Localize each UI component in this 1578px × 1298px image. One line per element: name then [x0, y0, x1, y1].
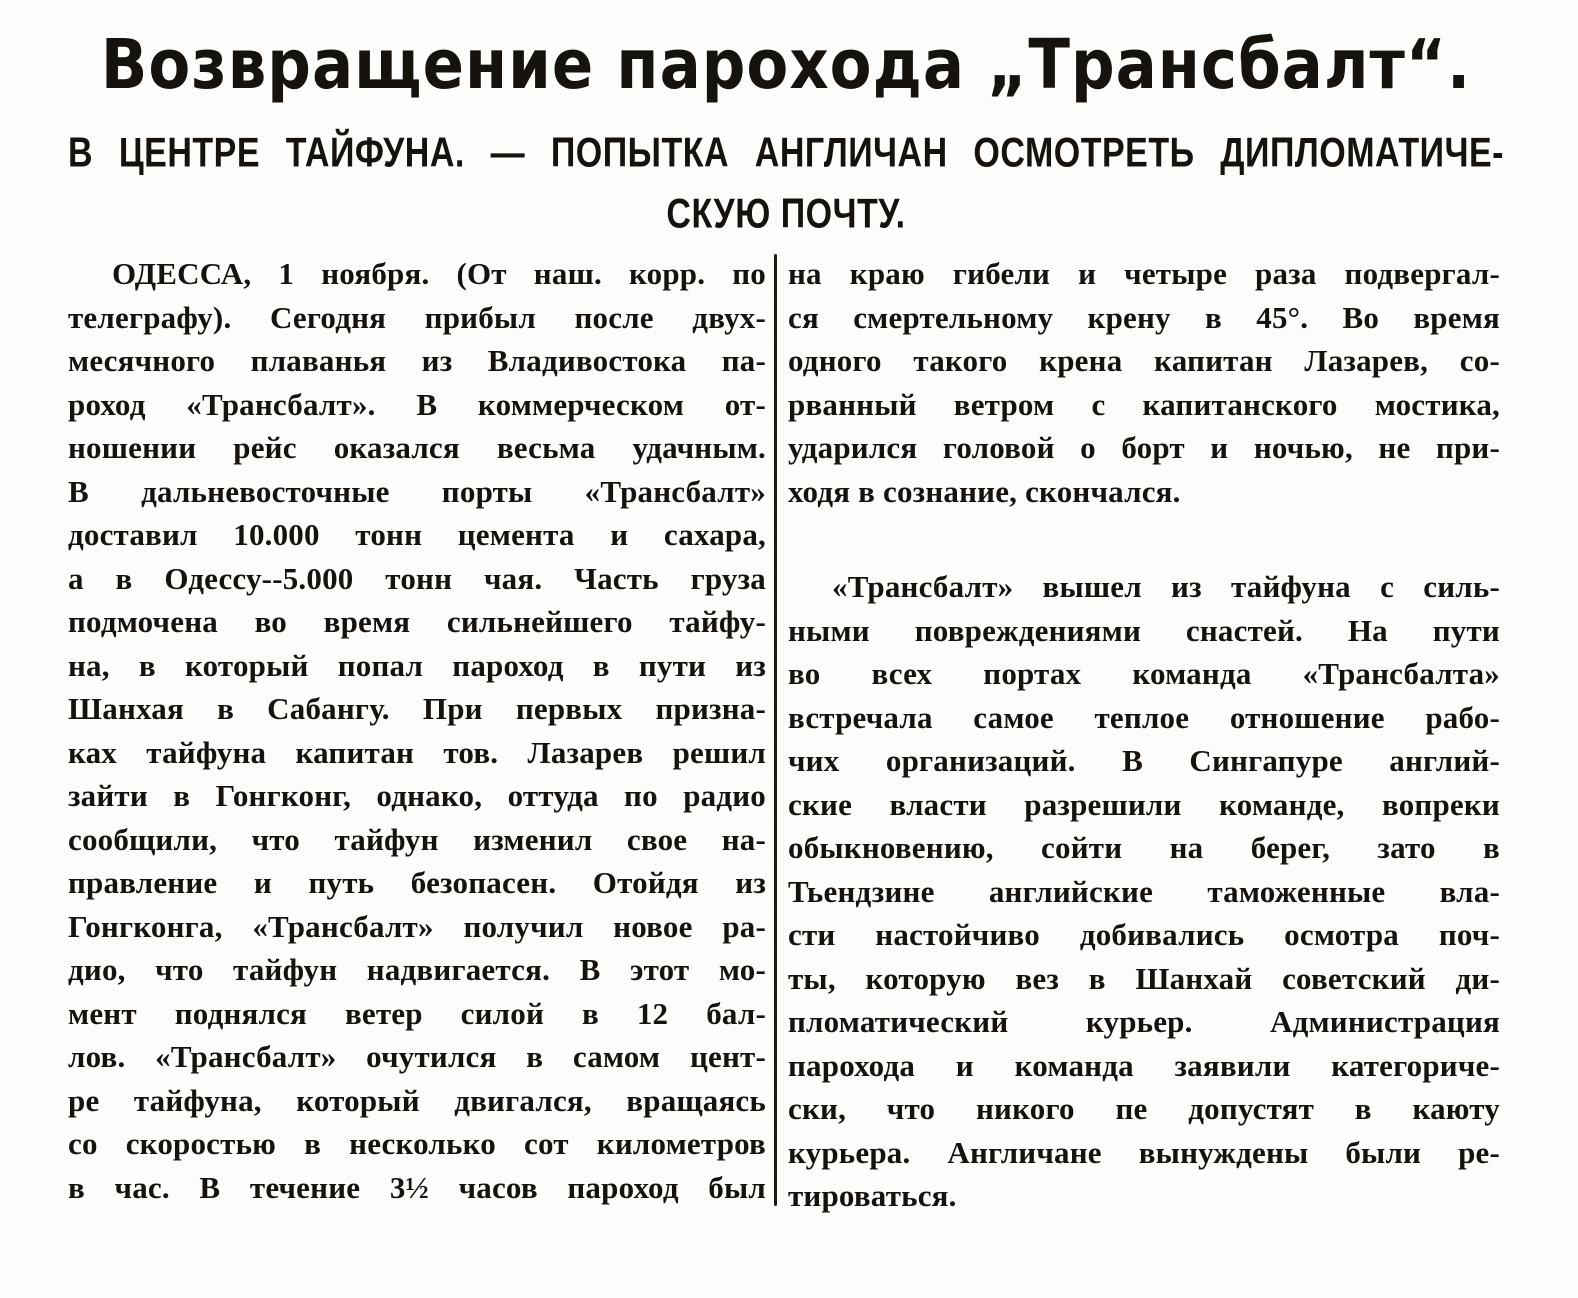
text-line: Тьендзине английские таможенные вла-: [788, 873, 1500, 909]
text-line: рванный ветром с капитанского мостика,: [788, 386, 1500, 422]
text-line: сти настойчиво добивались осмотра поч-: [788, 917, 1500, 952]
text-line: ся смертельному крену в 45°. Во время: [788, 299, 1500, 335]
subheadline-line1: В ЦЕНТРЕ ТАЙФУНА. — ПОПЫТКА АНГЛИЧАН ОСМОТРЕТЬ ДИПЛОМАТИЧЕ-: [68, 129, 1504, 177]
text-line: парохода и команда заявили категориче-: [788, 1047, 1500, 1083]
paragraph: [788, 565, 1500, 1218]
column-divider-rule: [774, 254, 777, 1206]
text-line: ными повреждениями снастей. На пути: [788, 612, 1500, 648]
text-line: ски, что никого пе допустят в каюту: [788, 1091, 1500, 1126]
text-line: Шанхая в Сабангу. При первых призна-: [68, 691, 766, 726]
text-line: «Трансбалт» вышел из тайфуна с силь-: [832, 569, 1500, 604]
text-line: на краю гибели и четыре раза подвергал-: [788, 256, 1500, 291]
text-line: телеграфу). Сегодня прибыл после двух-: [68, 299, 766, 335]
text-line: во всех портах команда «Трансбалта»: [788, 656, 1500, 691]
text-line: встречала самое теплое отношение рабо-: [788, 699, 1500, 735]
text-line: лов. «Трансбалт» очутился в самом цент-: [68, 1039, 766, 1074]
text-line: мент поднялся ветер силой в 12 бал-: [68, 995, 766, 1031]
column-left: [68, 252, 766, 1209]
text-line: месячного плаванья из Владивостока па-: [68, 343, 766, 378]
text-line: дио, что тайфун надвигается. В этот мо-: [68, 952, 766, 987]
article-columns: [68, 252, 1504, 1218]
text-line: ходя в сознание, скончался.: [788, 473, 1181, 509]
text-line: обыкновению, сойти на берег, зато в: [788, 830, 1500, 865]
text-line: ударился головой о борт и ночью, не при-: [788, 430, 1500, 465]
paragraph: [68, 252, 766, 1209]
text-line: а в Одессу--5.000 тонн чая. Часть груза: [68, 560, 766, 596]
subheadline: [68, 126, 1504, 241]
text-line: ре тайфуна, который двигался, вращаясь: [68, 1082, 766, 1118]
text-line: ские власти разрешили команде, вопреки: [788, 786, 1500, 822]
text-line: ках тайфуна капитан тов. Лазарев решил: [68, 734, 766, 770]
text-line: правление и путь безопасен. Отойдя из: [68, 865, 766, 900]
text-line: доставил 10.000 тонн цемента и сахара,: [68, 517, 766, 552]
text-line: Гонгконга, «Трансбалт» получил новое ра-: [68, 908, 766, 944]
headline: Возвращение парохода „Трансбалт“.: [100, 25, 1472, 105]
text-line: ты, которую вез в Шанхай советский ди-: [788, 960, 1500, 996]
text-line: пломатический курьер. Администрация: [788, 1004, 1500, 1039]
text-line: курьера. Англичане вынуждены были ре-: [788, 1134, 1500, 1170]
text-line: роход «Трансбалт». В коммерческом от-: [68, 386, 766, 422]
paragraph: [788, 252, 1500, 513]
text-line: на, в который попал пароход в пути из: [68, 647, 766, 683]
text-line: тироваться.: [788, 1178, 957, 1213]
text-line: подмочена во время сильнейшего тайфу-: [68, 604, 766, 639]
text-line: чих организаций. В Сингапуре англий-: [788, 743, 1500, 778]
text-line: ОДЕССА, 1 ноября. (От наш. корр. по: [112, 256, 766, 291]
text-line: зайти в Гонгконг, однако, оттуда по радио: [68, 778, 766, 813]
text-line: одного такого крена капитан Лазарев, со-: [788, 343, 1500, 378]
subheadline-line2: СКУЮ ПОЧТУ.: [666, 190, 906, 238]
column-right: [788, 252, 1500, 1218]
text-line: сообщили, что тайфун изменил свое на-: [68, 821, 766, 857]
text-line: в час. В течение 3½ часов пароход был: [68, 1169, 766, 1205]
text-line: ношении рейс оказался весьма удачным.: [68, 430, 766, 465]
text-line: В дальневосточные порты «Трансбалт»: [68, 473, 766, 509]
text-line: со скоростью в несколько сот километров: [68, 1126, 766, 1161]
